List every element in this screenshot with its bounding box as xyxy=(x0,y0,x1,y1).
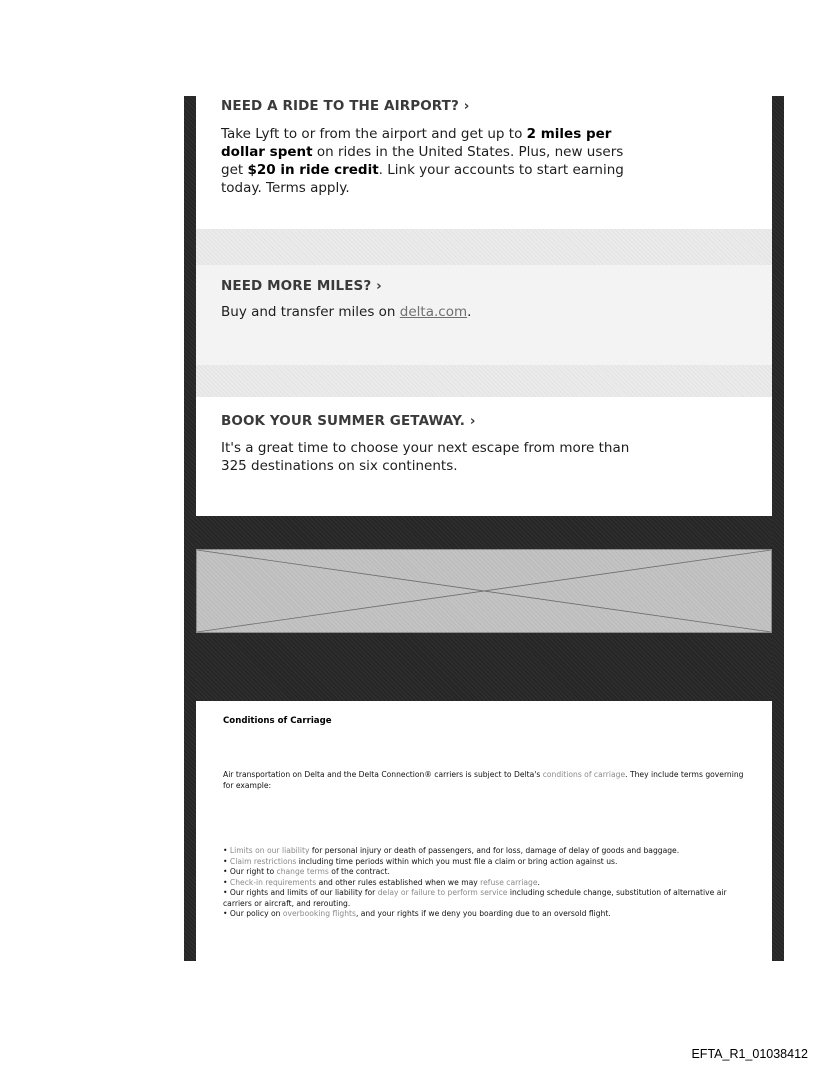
lyft-heading-link[interactable]: NEED A RIDE TO THE AIRPORT? › xyxy=(221,98,470,114)
broken-image-icon xyxy=(197,550,771,632)
list-item-text: Our right to xyxy=(229,867,277,876)
intro-text-end: . They include terms governing for example: xyxy=(223,770,744,790)
conditions-title: Conditions of Carriage xyxy=(223,716,332,726)
list-item-text: Our rights and limits of our liability for xyxy=(229,888,378,897)
lyft-bold-2: $20 in ride credit xyxy=(247,162,379,178)
miles-section xyxy=(196,265,772,365)
list-item-text: for personal injury or death of passengers, and for loss, damage of delay of goods and baggage. xyxy=(309,846,680,855)
getaway-heading-link[interactable]: BOOK YOUR SUMMER GETAWAY. › xyxy=(221,413,476,429)
list-item-text: including time periods within which you must file a claim or bring action against us. xyxy=(296,856,618,866)
missing-image xyxy=(196,549,772,633)
liability-link[interactable]: Limits on our liability xyxy=(229,846,310,855)
lyft-body xyxy=(221,125,641,197)
miles-text: Buy and transfer miles on xyxy=(221,304,400,320)
document-id: EFTA_R1_01038412 xyxy=(691,1047,808,1061)
list-item: • Check-in requirements and other rules established when we may refuse carriage. xyxy=(223,877,540,887)
getaway-section xyxy=(196,397,772,516)
section-spacer xyxy=(196,229,772,265)
lyft-text-1: Take Lyft to or from the airport and get up to xyxy=(221,126,527,142)
overbooking-flights-link[interactable]: overbooking flights xyxy=(282,909,356,918)
lyft-section xyxy=(196,96,772,229)
conditions-of-carriage xyxy=(196,701,772,961)
conditions-intro xyxy=(223,770,748,791)
claim-restrictions-link[interactable]: Claim restrictions xyxy=(229,856,297,866)
getaway-body: It's a great time to choose your next escape from more than 325 destinations on six continents. xyxy=(221,440,630,474)
list-item: • Our rights and limits of our liability for delay or failure to perform service including schedule change, substitution of alternative air carriers or aircraft, and rerouting. xyxy=(223,888,727,908)
lyft-text-3: . Link your accounts to start earning today. Terms apply. xyxy=(221,162,624,196)
conditions-of-carriage-link[interactable]: conditions of carriage xyxy=(542,770,626,779)
right-border-bar xyxy=(772,96,784,961)
list-item: • Our policy on overbooking flights, and your rights if we deny you boarding due to an oversold flight. xyxy=(223,909,611,918)
left-border-bar xyxy=(184,96,196,961)
miles-text-end: . xyxy=(467,304,472,320)
refuse-carriage-link[interactable]: refuse carriage xyxy=(480,877,538,887)
lyft-text-2: on rides in the United States. Plus, new users get xyxy=(221,144,624,178)
list-item: • Our right to change terms of the contract. xyxy=(223,867,390,876)
list-item-text: and other rules established when we may xyxy=(316,877,481,887)
list-item-text: . xyxy=(537,877,540,887)
intro-text: Air transportation on Delta and the Delta Connection® carriers is subject to Delta's xyxy=(223,770,543,779)
check-in-requirements-link[interactable]: Check-in requirements xyxy=(229,877,317,887)
list-item: • Limits on our liability for personal injury or death of passengers, and for loss, damage of delay of goods and baggage. xyxy=(223,846,680,855)
section-spacer xyxy=(196,365,772,397)
change-terms-link[interactable]: change terms xyxy=(276,867,329,876)
list-item-text: of the contract. xyxy=(328,867,390,876)
list-item: • Claim restrictions including time periods within which you must file a claim or bring action against us. xyxy=(223,856,618,866)
delay-failure-link[interactable]: delay or failure to perform service xyxy=(377,888,508,897)
list-item-text: including schedule change, substitution of alternative air carriers or aircraft, and rerouting. xyxy=(223,888,727,908)
lyft-bold-1: 2 miles per dollar spent xyxy=(221,126,612,160)
conditions-list xyxy=(223,846,748,920)
list-item-text: , and your rights if we deny you boarding due to an oversold flight. xyxy=(355,909,611,918)
list-item-text: Our policy on xyxy=(229,909,283,918)
miles-body xyxy=(221,303,641,321)
delta-com-link[interactable]: delta.com xyxy=(399,304,468,320)
miles-heading-link[interactable]: NEED MORE MILES? › xyxy=(221,278,382,294)
